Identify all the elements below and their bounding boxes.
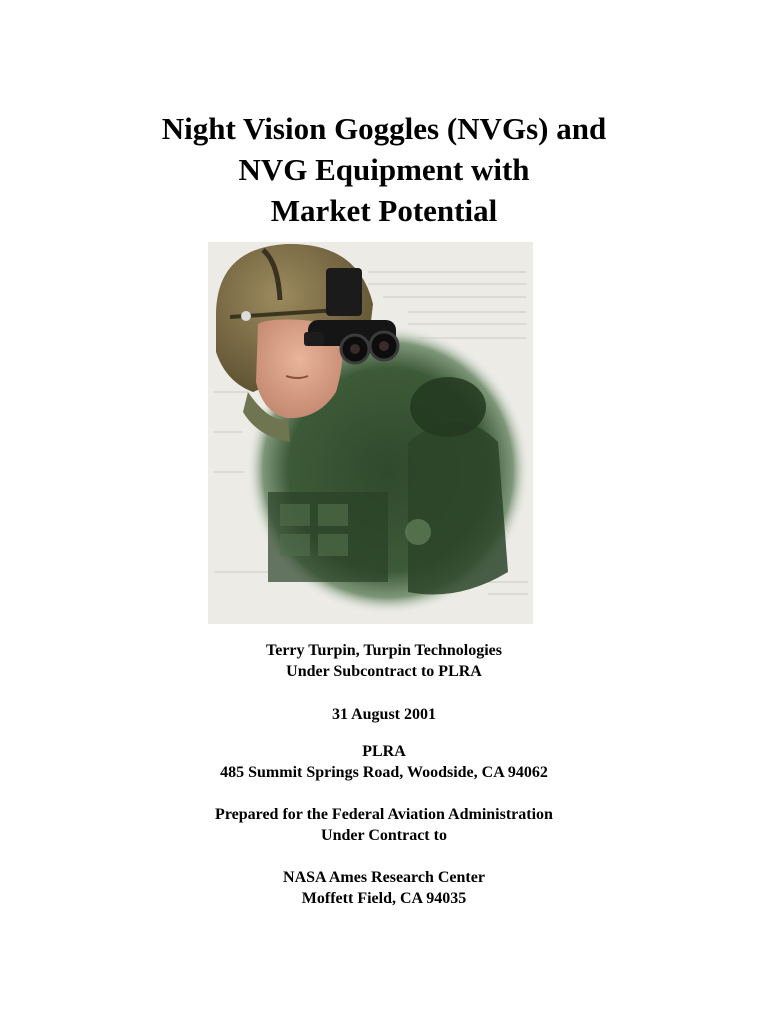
subcontract-line: Under Subcontract to PLRA (286, 663, 482, 680)
prepared-for-block (0, 804, 768, 846)
publication-date: 31 August 2001 (331, 706, 437, 723)
author-line: Terry Turpin, Turpin Technologies (266, 642, 502, 659)
title-line-3: Market Potential (270, 193, 498, 228)
organization-block (0, 741, 768, 783)
title-line-2: NVG Equipment with (238, 152, 530, 187)
prepared-for-line: Prepared for the Federal Aviation Administration (215, 806, 553, 823)
organization-address: 485 Summit Springs Road, Woodside, CA 94062 (220, 764, 548, 781)
cover-photo (208, 242, 533, 624)
organization-name: PLRA (362, 743, 406, 760)
contractor-address: Moffett Field, CA 94035 (301, 890, 467, 907)
contract-line: Under Contract to (321, 827, 447, 844)
document-title (0, 108, 768, 231)
date-block (0, 704, 768, 725)
author-block (0, 640, 768, 682)
title-line-1: Night Vision Goggles (NVGs) and (161, 111, 607, 146)
contractor-block (0, 867, 768, 909)
contractor-name: NASA Ames Research Center (283, 869, 485, 886)
